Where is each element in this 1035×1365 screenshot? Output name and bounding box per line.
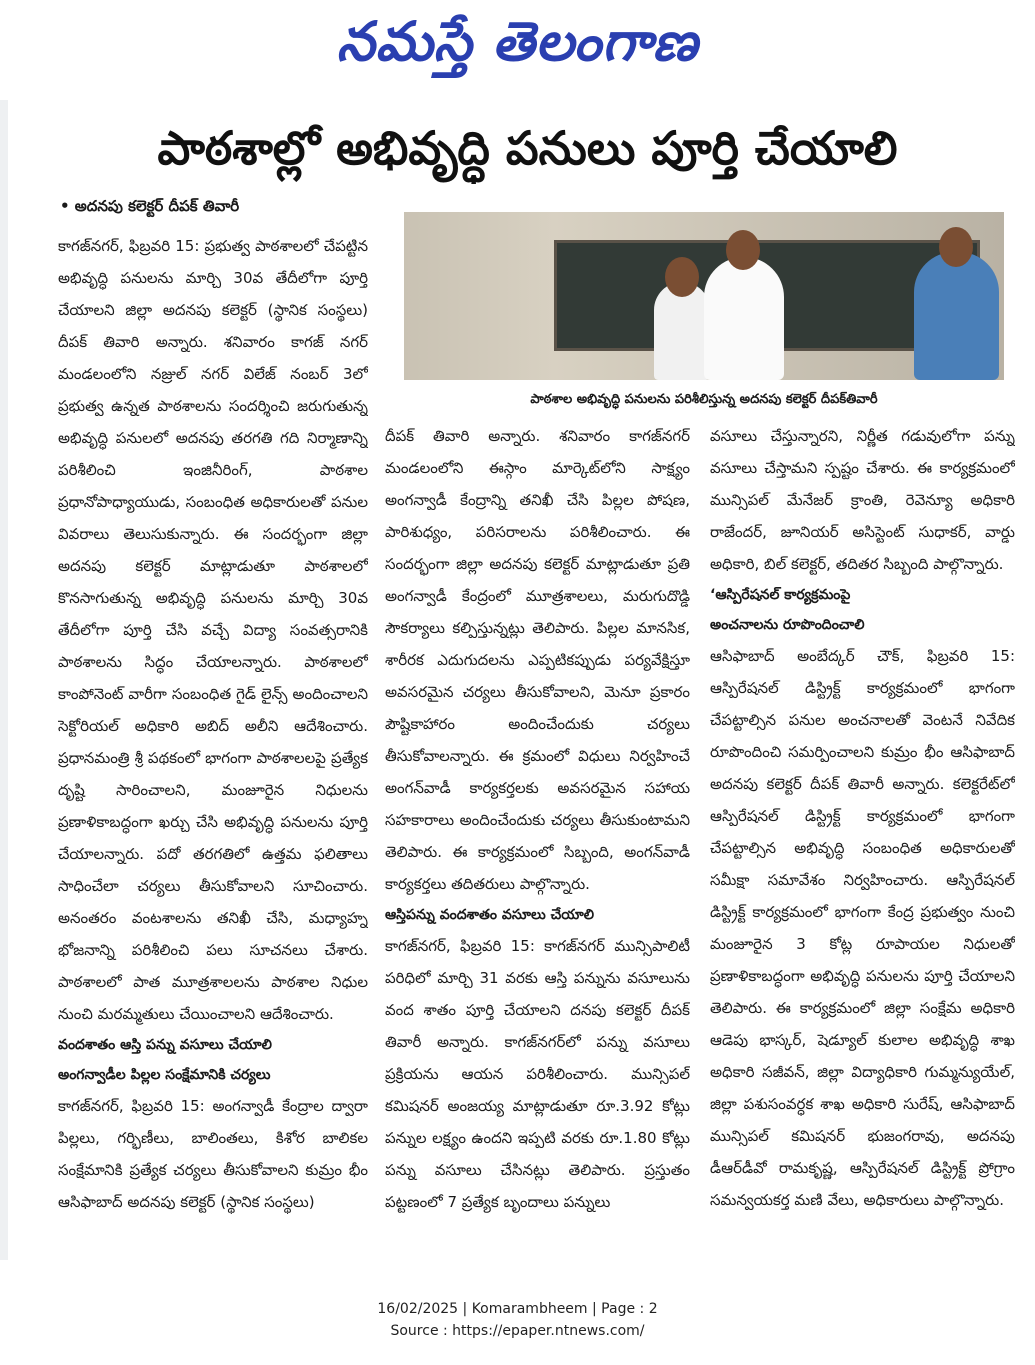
article-photo [404, 212, 1004, 380]
article-column-2 [385, 420, 690, 1260]
article-paragraph: వసూలు చేస్తున్నారని, నిర్ణీత గడువులోగా పన్ను వసూలు చేస్తామని స్పష్టం చేశారు. ఈ కార్యక్రమంలో మున్సిపల్ మేనేజర్ క్రాంతి, రెవెన్యూ అధికారి రాజేందర్, జూనియర్ అసిస్టెంట్ సుధాకర్, వార్డు అధికారి, బిల్ కలెక్టర్, తదితర సిబ్బంది పాల్గొన్నారు. [710, 427, 1015, 573]
section-subheading: ఆస్తిపన్ను వందశాతం వసూలు చేయాలి [385, 907, 595, 923]
photo-caption: పాఠశాల అభివృద్ధి పనులను పరిశీలిస్తున్న అదనపు కలెక్టర్ దీపక్‌తివారీ [530, 392, 878, 407]
section-subheading: అంగన్వాడీల పిల్లల సంక్షేమానికి చర్యలు [58, 1067, 271, 1083]
section-subheading: వందశాతం ఆస్తి పన్ను వసూలు చేయాలి [58, 1037, 272, 1053]
person-head [939, 227, 973, 267]
article-paragraph: కాగజ్‌నగర్, ఫిబ్రవరి 15: ప్రభుత్వ పాఠశాలలో చేపట్టిన అభివృద్ధి పనులను మార్చి 30వ తేదీలోగా పూర్తి చేయాలని జిల్లా అదనపు కలెక్టర్ (స్థానిక సంస్థలు) దీపక్ తివారి అన్నారు. శనివారం కాగజ్ నగర్ మండలంలోని నజ్రుల్ నగర్ విలేజ్ నంబర్ 3లో ప్రభుత్వ ఉన్నత పాఠశాలను సందర్శించి జరుగుతున్న అభివృద్ధి పనులలో అదనపు తరగతి గది నిర్మాణాన్ని పరిశీలించి ఇంజినీరింగ్, పాఠశాల ప్రధానోపాధ్యాయుడు, సంబంధిత అధికారులతో పనుల వివరాలు తెలుసుకున్నారు. ఈ సందర్భంగా జిల్లా అదనపు కలెక్టర్ మాట్లాడుతూ పాఠశాలలో కొనసాగుతున్న అభివృద్ధి పనులను మార్చి 30వ తేదీలోగా పూర్తి చేసి వచ్చే విద్యా సంవత్సరానికి పాఠశాలను సిద్ధం చేయాలన్నారు. పాఠశాలలో కాంపోనెంట్ వారీగా సంబంధిత గైడ్ లైన్స్ అందించాలని సెక్టోరియల్ అధికారి అబిద్ అలీని ఆదేశించారు. ప్రధానమంత్రి శ్రీ పథకంలో భాగంగా పాఠశాలలపై ప్రత్యేక దృష్టి సారించాలని, మంజూరైన నిధులను ప్రణాళికాబద్ధంగా ఖర్చు చేసి అభివృద్ధి పనులను పూర్తి చేయాలన్నారు. పదో తరగతిలో ఉత్తమ ఫలితాలు సాధించేలా చర్యలు తీసుకోవాలని సూచించారు. అనంతరం వంటశాలను తనిఖీ చేసి, మధ్యాహ్న భోజనాన్ని పరిశీలించి పలు సూచనలు చేశారు. పాఠశాలలో పాత మూత్రశాలలను పాఠశాల నిధుల నుంచి మరమ్మతులు చేయించాలని ఆదేశించారు. [58, 237, 368, 1023]
footer-source: Source : https://epaper.ntnews.com/ [390, 1323, 645, 1339]
page-footer [0, 1298, 1035, 1342]
article-byline: • అదనపు కలెక్టర్ దీపక్ తివారీ [60, 197, 240, 215]
person-figure [704, 257, 784, 380]
adjacent-page-edge [0, 100, 8, 1260]
section-subheading: అంచనాలను రూపొందించాలి [710, 617, 865, 633]
article-paragraph: దీపక్ తివారి అన్నారు. శనివారం కాగజ్‌నగర్ మండలంలోని ఈస్గాం మార్కెట్‌లోని సాక్ష్యం అంగన్వాడీ కేంద్రాన్ని తనిఖీ చేసి పిల్లల పోషణ, పారిశుధ్యం, పరిసరాలను పరిశీలించారు. ఈ సందర్భంగా జిల్లా అదనపు కలెక్టర్ మాట్లాడుతూ ప్రతి అంగన్వాడీ కేంద్రంలో మూత్రశాలలు, మరుగుదొడ్డి సౌకర్యాలు కల్పిస్తున్నట్లు తెలిపారు. పిల్లల మానసిక, శారీరక ఎదుగుదలను ఎప్పటికప్పుడు పర్యవేక్షిస్తూ అవసరమైన చర్యలు తీసుకోవాలని, మెనూ ప్రకారం పౌష్టికాహారం అందించేందుకు చర్యలు తీసుకోవాలన్నారు. ఈ క్రమంలో విధులు నిర్వహించే అంగన్‌వాడీ కార్యకర్తలకు అవసరమైన సహాయ సహకారాలు అందించేందుకు చర్యలు తీసుకుంటామని తెలిపారు. ఈ కార్యక్రమంలో సిబ్బంది, అంగన్‌వాడీ కార్యకర్తలు తదితరులు పాల్గొన్నారు. [385, 427, 690, 893]
section-subheading: ‘ఆస్పిరేషనల్ కార్యక్రమంపై [710, 587, 851, 603]
person-head [665, 257, 699, 297]
article-column-3 [710, 420, 1015, 1260]
article-paragraph: ఆసిఫాబాద్ అంబేద్కర్ చౌక్, ఫిబ్రవరి 15: ఆస్పిరేషనల్ డిస్ట్రిక్ట్ కార్యక్రమంలో భాగంగా చేపట్టాల్సిన పనుల అంచనాలతో వెంటనే నివేదిక రూపొందించి సమర్పించాలని కుమ్రం భీం ఆసిఫాబాద్ అదనపు కలెక్టర్ దీపక్ తివారీ అన్నారు. కలెక్టరేట్‌లో ఆస్పిరేషనల్ డిస్ట్రిక్ట్ కార్యక్రమంలో భాగంగా చేపట్టాల్సిన అభివృద్ధి సంబంధిత అధికారులతో సమీక్షా సమావేశం నిర్వహించారు. ఆస్పిరేషనల్ డిస్ట్రిక్ట్ కార్యక్రమంలో భాగంగా కేంద్ర ప్రభుత్వం నుంచి మంజూరైన 3 కోట్ల రూపాయల నిధులతో ప్రణాళికాబద్ధంగా అభివృద్ధి పనులను పూర్తి చేయాలని తెలిపారు. ఈ కార్యక్రమంలో జిల్లా సంక్షేమ అధికారి ఆడెపు భాస్కర్, షెడ్యూల్ కులాల అభివృద్ధి శాఖ అధికారి సజీవన్, జిల్లా విద్యాధికారి గుమ్మన్యుయేల్, జిల్లా పశుసంవర్ధక శాఖ అధికారి సురేష్, ఆసిఫాబాద్ మున్సిపల్ కమిషనర్ భుజంగరావు, అదనపు డీఆర్‌డీవో రామకృష్ణ, ఆస్పిరేషనల్ డిస్ట్రిక్ట్ ప్రోగ్రాం సమన్వయకర్త మణి వేలు, అధికారులు పాల్గొన్నారు. [710, 647, 1015, 1209]
person-figure [914, 252, 999, 380]
footer-date-edition: 16/02/2025 | Komarambheem | Page : 2 [377, 1301, 658, 1317]
article-paragraph: కాగజ్‌నగర్, ఫిబ్రవరి 15: అంగన్వాడీ కేంద్రాల ద్వారా పిల్లలు, గర్భిణీలు, బాలింతలు, కిశోర బాలికల సంక్షేమానికి ప్రత్యేక చర్యలు తీసుకోవాలని కుమ్రం భీం ఆసిఫాబాద్ అదనపు కలెక్టర్ (స్థానిక సంస్థలు) [58, 1097, 368, 1211]
article-headline: పాఠశాల్లో అభివృద్ధి పనులు పూర్తి చేయాలి [157, 121, 898, 175]
person-head [726, 230, 760, 270]
article-paragraph: కాగజ్‌నగర్, ఫిబ్రవరి 15: కాగజ్‌నగర్ మున్సిపాలిటీ పరిధిలో మార్చి 31 వరకు ఆస్తి పన్నును వసూలును వంద శాతం పూర్తి చేయాలని దనపు కలెక్టర్ దీపక్ తివారీ అన్నారు. కాగజ్‌నగర్‌లో పన్ను వసూలు ప్రక్రియను ఆయన పరిశీలించారు. మున్సిపల్ కమిషనర్ అంజయ్య మాట్లాడుతూ రూ.3.92 కోట్లు పన్నుల లక్ష్యం ఉందని ఇప్పటి వరకు రూ.1.80 కోట్లు పన్ను వసూలు చేసినట్లు తెలిపారు. ప్రస్తుతం పట్టణంలో 7 ప్రత్యేక బృందాలు పన్నులు [385, 937, 690, 1211]
newspaper-masthead: నమస్తే తెలంగాణ [336, 9, 699, 73]
article-column-1 [58, 230, 368, 1260]
